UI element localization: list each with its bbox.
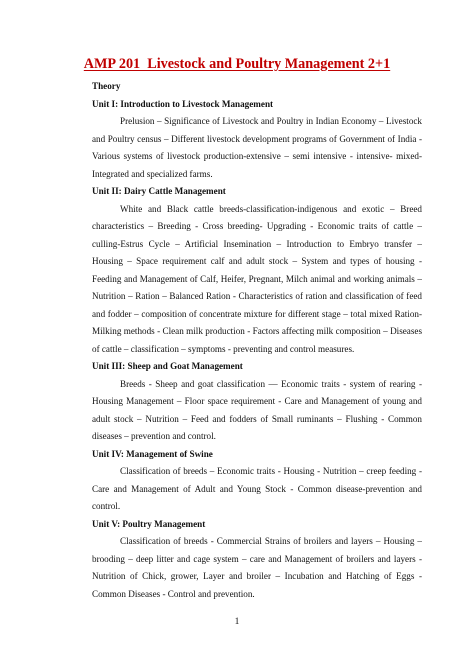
unit-1-text: Prelusion – Significance of Livestock and Poultry in Indian Economy – Livestock and Poultry census – Different livestock development programs of Government of India - Various systems of livestock production-extensive – semi intensive - intensive- mixed- Integrated and specialized farms. (92, 116, 422, 179)
section-theory-label: Theory (92, 81, 121, 91)
unit-4-body (92, 463, 422, 516)
document-body (92, 78, 422, 603)
unit-4-text: Classification of breeds – Economic traits - Housing - Nutrition – creep feeding - Care and Management of Adult and Young Stock - Common disease-prevention and control. (92, 466, 422, 511)
unit-3-body (92, 376, 422, 446)
unit-4-heading: Unit IV: Management of Swine (92, 448, 213, 459)
unit-1-heading: Unit I: Introduction to Livestock Management (92, 98, 274, 109)
unit-5-text: Classification of breeds - Commercial Strains of broilers and layers – Housing – brooding – deep litter and cage system – care and Management of broilers and layers -Nutrition of Chick, grower, Layer and broiler – Incubation and Hatching of Eggs - Common Diseases - Control and prevention. (92, 536, 422, 599)
unit-3-heading: Unit III: Sheep and Goat Management (92, 361, 243, 371)
unit-2-text: White and Black cattle breeds-classification-indigenous and exotic – Breed characteristics – Breeding - Cross breeding- Upgrading - Economic traits of cattle – culling-Estrus Cycle – Artificial Insemination – Introduction to Embryo transfer – Housing – Space requirement calf and adult stock – System and types of housing - Feeding and Management of Calf, Heifer, Pregnant, Milch animal and working animals – Nutrition – Ration – Balanced Ration - Characteristics of ration and classification of feed and fodder – composition of concentrate mixture for different stage – total mixed Ration-Milking methods - Clean milk production - Factors affecting milk composition – Diseases of cattle – classification – symptoms - preventing and control measures. (92, 203, 422, 354)
unit-2-body (92, 201, 422, 359)
page-number: 1 (234, 617, 240, 627)
unit-3-text: Breeds - Sheep and goat classification — Economic traits - system of rearing - Housing Management – Floor space requirement - Care and Management of young and adult stock – Nutrition – Feed and fodders of Small ruminants – Flushing - Common diseases – prevention and control. (92, 378, 422, 441)
unit-1-body (92, 113, 422, 183)
unit-5-heading: Unit V: Poultry Management (92, 518, 206, 529)
document-title: AMP 201 Livestock and Poultry Management 2+1 (83, 56, 391, 72)
unit-2-heading: Unit II: Dairy Cattle Management (92, 186, 226, 196)
unit-5-body (92, 533, 422, 603)
